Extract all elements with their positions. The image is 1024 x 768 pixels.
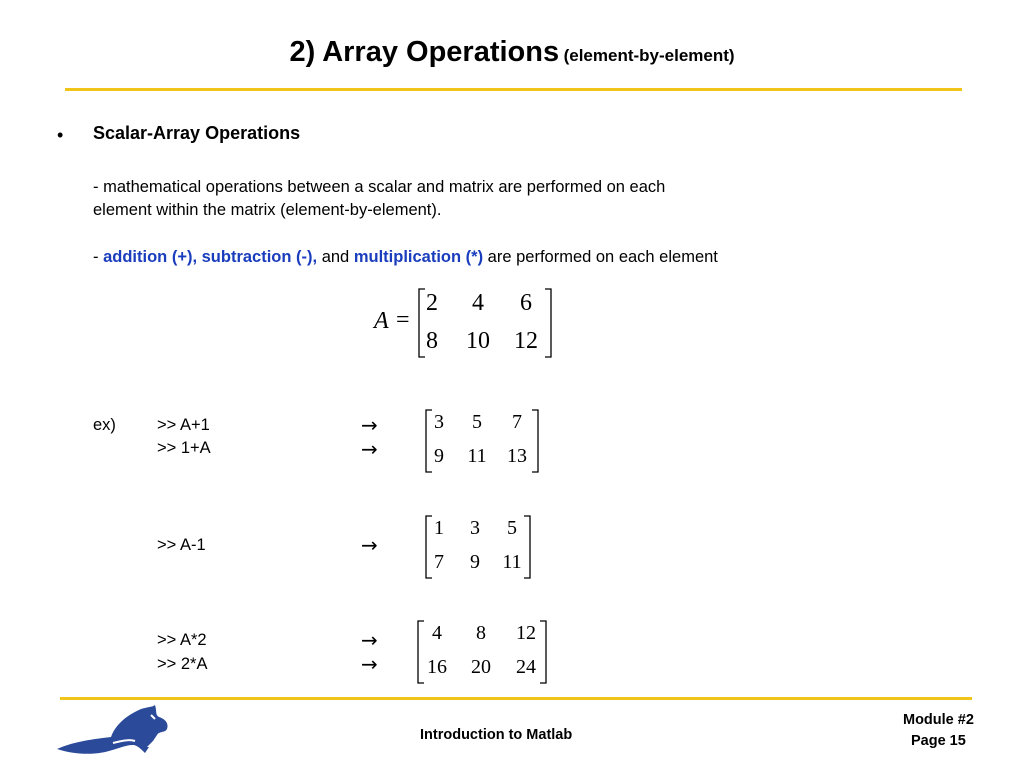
matrix-cell: 4: [472, 290, 484, 316]
matrix-cell: 12: [514, 328, 538, 354]
matrix-cell: 24: [516, 656, 536, 678]
matrix-cell: 5: [507, 517, 517, 539]
matrix-cell: 6: [520, 290, 532, 316]
example-label: ex): [93, 416, 116, 434]
right-bracket: [532, 410, 538, 472]
matrix-cell: 2: [426, 290, 438, 316]
matrix-a-equals: =: [396, 307, 410, 333]
left-bracket: [418, 621, 424, 683]
matrix-cell: 9: [470, 551, 480, 573]
right-bracket: [540, 621, 546, 683]
description-line-2: element within the matrix (element-by-element).: [93, 201, 442, 219]
matrix-cell: 8: [426, 328, 438, 354]
matrix-cell: 8: [476, 622, 486, 644]
arrow-icon: →: [361, 437, 378, 461]
command-a-times-2: >> A*2: [157, 631, 207, 649]
right-bracket: [545, 289, 551, 357]
bottom-divider: [60, 697, 972, 700]
wildcat-logo-icon: [55, 703, 175, 763]
command-a-minus-1: >> A-1: [157, 536, 206, 554]
matrix-a-label: A: [374, 308, 389, 334]
ops-multiplication: multiplication (*): [353, 248, 484, 266]
matrix-result-mul: [417, 620, 547, 684]
command-a-plus-1: >> A+1: [157, 416, 210, 434]
matrix-cell: 5: [472, 411, 482, 433]
ops-dash: -: [93, 248, 104, 266]
matrix-cell: 20: [471, 656, 491, 678]
matrix-result-sub: [425, 515, 531, 579]
description-paragraph: [93, 176, 665, 222]
matrix-cell: 13: [507, 445, 527, 467]
footer-module: Module #2: [903, 712, 974, 728]
matrix-cell: 1: [434, 517, 444, 539]
section-heading: Scalar-Array Operations: [93, 123, 301, 143]
description-line-1: - mathematical operations between a scalar and matrix are performed on each: [93, 178, 666, 196]
left-bracket: [419, 289, 425, 357]
ops-and: and: [317, 248, 354, 266]
ops-add-sub: addition (+), subtraction (-),: [103, 248, 318, 266]
arrow-icon: →: [361, 652, 378, 676]
matrix-cell: 3: [434, 411, 444, 433]
matrix-cell: 7: [434, 551, 444, 573]
matrix-cell: 4: [432, 622, 442, 644]
matrix-cell: 9: [434, 445, 444, 467]
arrow-icon: →: [361, 533, 378, 557]
matrix-a: [418, 288, 552, 358]
matrix-cell: 11: [502, 551, 522, 573]
matrix-cell: 10: [466, 328, 490, 354]
top-divider: [65, 88, 962, 91]
matrix-cell: 3: [470, 517, 480, 539]
arrow-icon: →: [361, 628, 378, 652]
ops-rest: are performed on each element: [483, 248, 718, 266]
matrix-result-add: [425, 409, 539, 473]
left-bracket: [426, 410, 432, 472]
matrix-cell: 16: [427, 656, 447, 678]
left-bracket: [426, 516, 432, 578]
title-subtitle: (element-by-element): [563, 46, 735, 65]
slide-title: [0, 36, 1024, 69]
bullet-icon: •: [57, 125, 64, 145]
matrix-cell: 11: [467, 445, 487, 467]
arrow-icon: →: [361, 413, 378, 437]
operations-paragraph: [93, 246, 718, 269]
title-main: 2) Array Operations: [289, 36, 560, 68]
right-bracket: [524, 516, 530, 578]
matrix-cell: 7: [512, 411, 522, 433]
command-2-times-a: >> 2*A: [157, 655, 208, 673]
footer-course-title: Introduction to Matlab: [420, 727, 573, 743]
matrix-cell: 12: [516, 622, 536, 644]
command-1-plus-a: >> 1+A: [157, 439, 211, 457]
footer-page-number: Page 15: [911, 733, 966, 749]
